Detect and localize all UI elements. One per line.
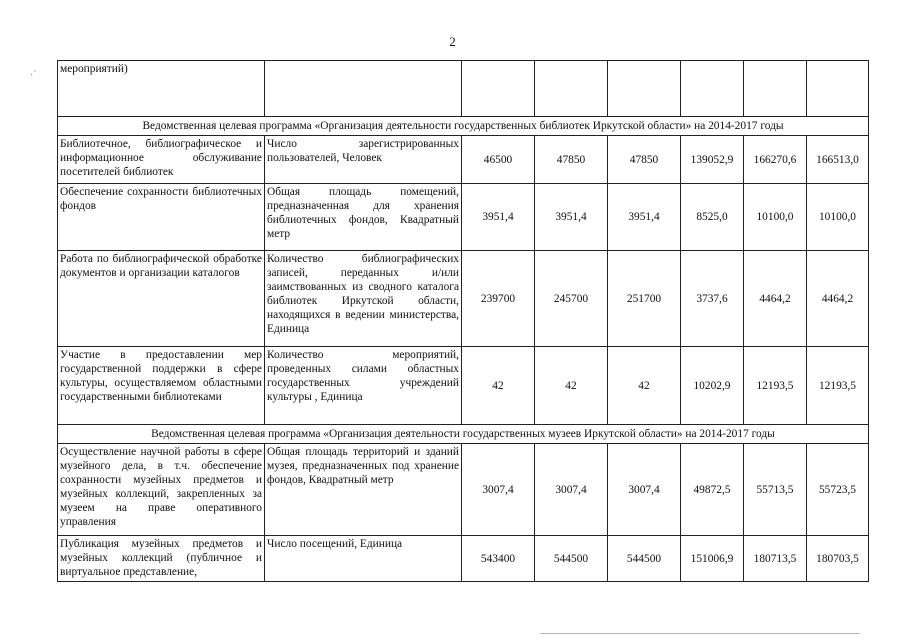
finance-cell: 10100,0 (807, 184, 869, 251)
finance-cell: 8525,0 (681, 184, 744, 251)
scan-edge-line (540, 633, 860, 634)
table-row (58, 536, 869, 582)
value-cell: 42 (462, 347, 535, 425)
indicator-cell: Общая площадь территорий и зданий музея, предназначенных под хранение фондов, Квадратный метр (265, 444, 462, 536)
value-cell: 3007,4 (608, 444, 681, 536)
value-cell: 42 (535, 347, 608, 425)
section-title: Ведомственная целевая программа «Организация деятельности государственных музеев Иркутской области» на 2014-2017 годы (58, 425, 869, 444)
value-cell (535, 61, 608, 117)
finance-cell: 3737,6 (681, 251, 744, 347)
activity-cell: мероприятий) (58, 61, 265, 117)
value-cell: 3951,4 (608, 184, 681, 251)
finance-cell: 151006,9 (681, 536, 744, 582)
section-header-museums (58, 425, 869, 444)
finance-cell: 180703,5 (807, 536, 869, 582)
section-title: Ведомственная целевая программа «Организация деятельности государственных библиотек Иркутской области» на 2014-2017 годы (58, 117, 869, 136)
value-cell (462, 61, 535, 117)
section-header-libraries (58, 117, 869, 136)
table-row (58, 251, 869, 347)
value-cell: 239700 (462, 251, 535, 347)
value-cell: 47850 (535, 136, 608, 184)
value-cell: 543400 (462, 536, 535, 582)
table-row (58, 347, 869, 425)
indicator-cell (265, 61, 462, 117)
table-row (58, 184, 869, 251)
activity-cell: Публикация музейных предметов и музейных коллекций (публичное и виртуальное представление, (58, 536, 265, 582)
finance-cell: 55713,5 (744, 444, 807, 536)
finance-cell: 4464,2 (744, 251, 807, 347)
indicator-cell: Число зарегистрированных пользователей, Человек (265, 136, 462, 184)
value-cell: 251700 (608, 251, 681, 347)
finance-cell: 180713,5 (744, 536, 807, 582)
finance-cell: 10202,9 (681, 347, 744, 425)
value-cell: 42 (608, 347, 681, 425)
activity-cell: Осуществление научной работы в сфере музейного дела, в т.ч. обеспечение сохранности музейных предметов и музейных коллекций, закрепленных за музеем на праве оперативного управления (58, 444, 265, 536)
value-cell (608, 61, 681, 117)
finance-cell: 12193,5 (744, 347, 807, 425)
value-cell: 3007,4 (535, 444, 608, 536)
table-row (58, 136, 869, 184)
value-cell: 46500 (462, 136, 535, 184)
finance-cell: 139052,9 (681, 136, 744, 184)
value-cell: 47850 (608, 136, 681, 184)
activity-cell: Обеспечение сохранности библиотечных фондов (58, 184, 265, 251)
scan-mark: ·´ (30, 70, 37, 81)
value-cell (681, 61, 744, 117)
activity-cell: Библиотечное, библиографическое и информационное обслуживание посетителей библиотек (58, 136, 265, 184)
finance-cell: 49872,5 (681, 444, 744, 536)
indicator-cell: Число посещений, Единица (265, 536, 462, 582)
activity-cell: Участие в предоставлении мер государственной поддержки в сфере культуры, осуществляемом областными государственными библиотеками (58, 347, 265, 425)
finance-cell: 55723,5 (807, 444, 869, 536)
value-cell: 544500 (535, 536, 608, 582)
value-cell: 245700 (535, 251, 608, 347)
finance-cell: 10100,0 (744, 184, 807, 251)
activity-cell: Работа по библиографической обработке документов и организации каталогов (58, 251, 265, 347)
value-cell: 3951,4 (535, 184, 608, 251)
value-cell (807, 61, 869, 117)
finance-cell: 12193,5 (807, 347, 869, 425)
indicator-cell: Общая площадь помещений, предназначенная для хранения библиотечных фондов, Квадратный метр (265, 184, 462, 251)
finance-cell: 166513,0 (807, 136, 869, 184)
table-row-continued (58, 61, 869, 117)
value-cell (744, 61, 807, 117)
program-table (57, 60, 869, 582)
indicator-cell: Количество мероприятий, проведенных силами областных государственных учреждений культуры , Единица (265, 347, 462, 425)
page-number: 2 (449, 34, 456, 49)
table-row (58, 444, 869, 536)
finance-cell: 166270,6 (744, 136, 807, 184)
value-cell: 544500 (608, 536, 681, 582)
finance-cell: 4464,2 (807, 251, 869, 347)
value-cell: 3007,4 (462, 444, 535, 536)
indicator-cell: Количество библиографических записей, переданных и/или заимствованных из сводного каталога библиотек Иркутской области, находящихся в ведении министерства, Единица (265, 251, 462, 347)
value-cell: 3951,4 (462, 184, 535, 251)
